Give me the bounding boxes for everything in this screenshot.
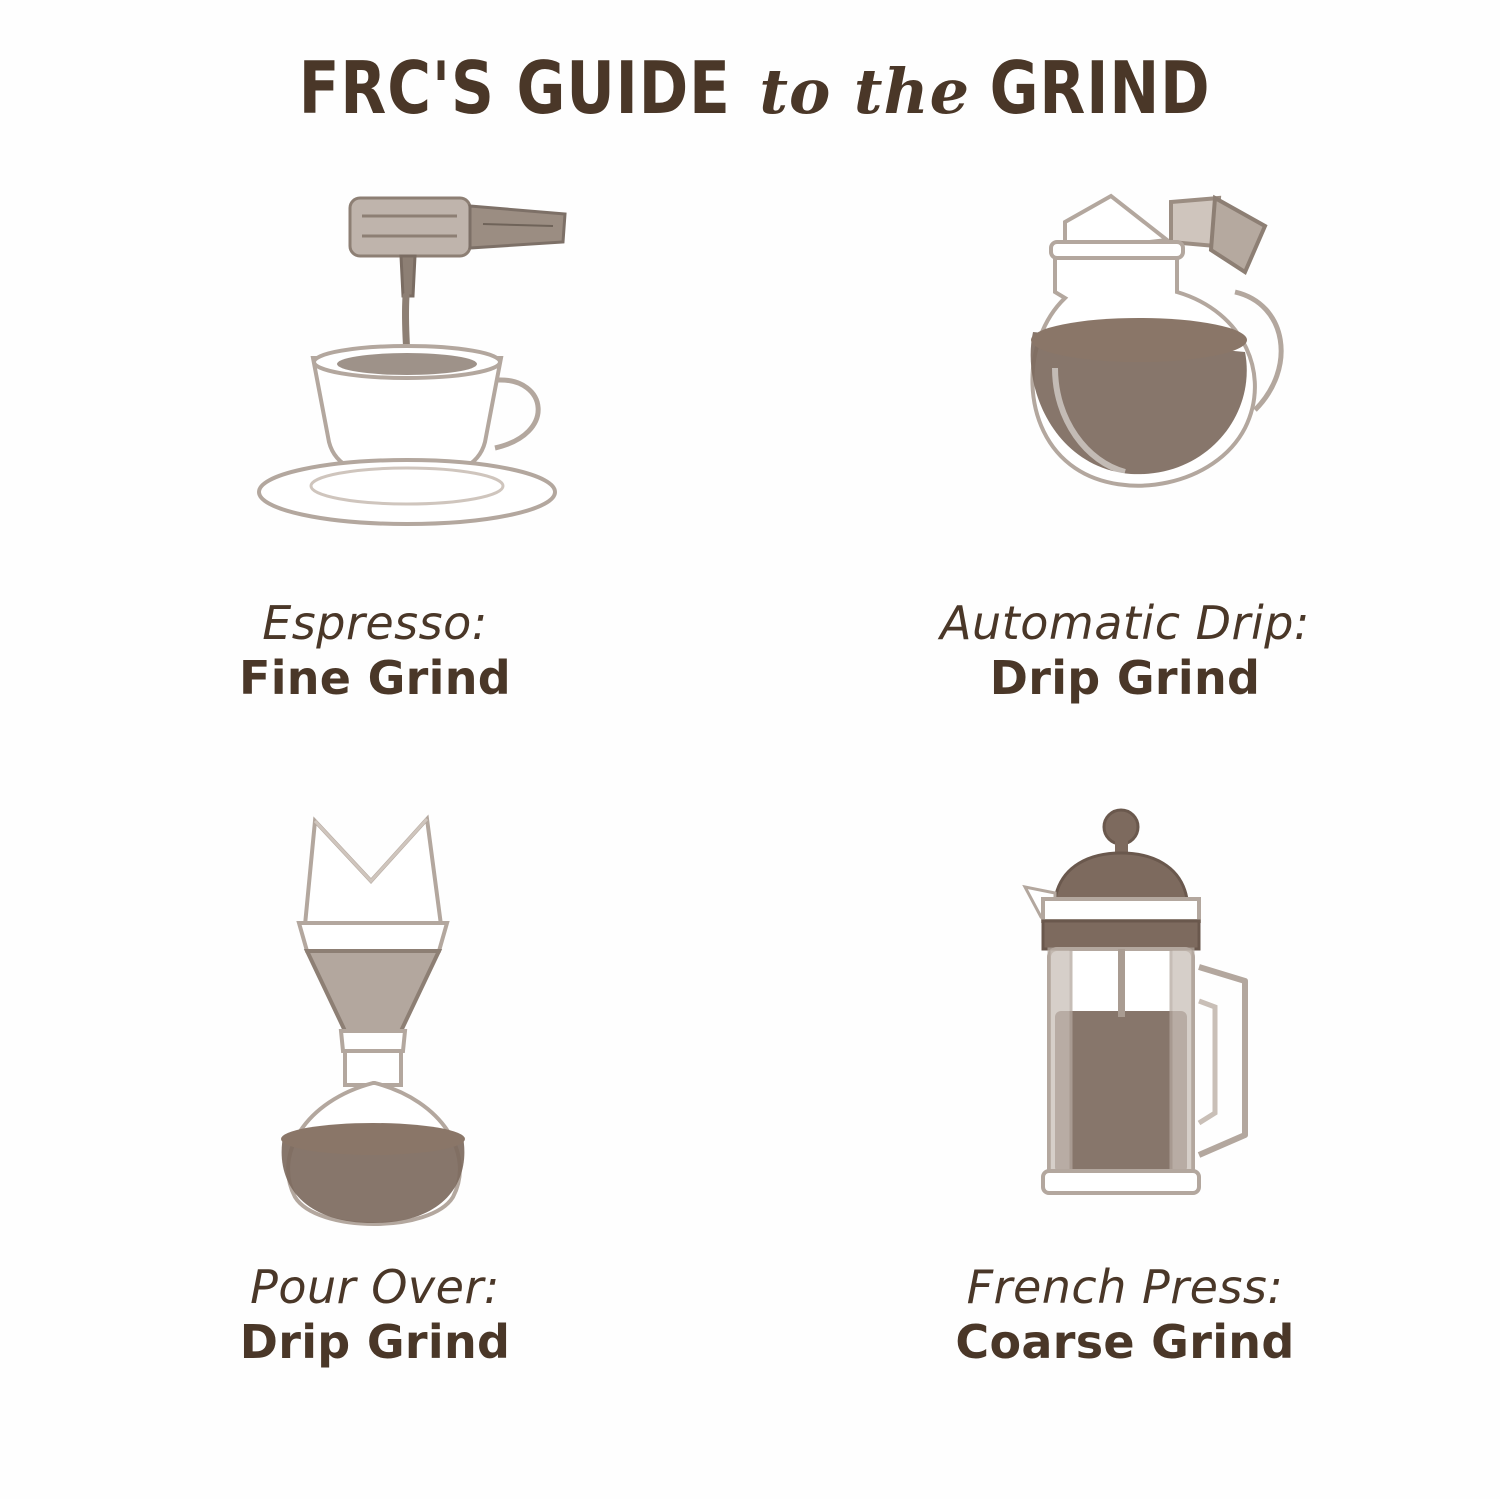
grind-label: Coarse Grind [955, 1315, 1295, 1370]
methods-grid [0, 170, 1500, 1470]
grind-label: Drip Grind [989, 651, 1261, 706]
title-part-3: GRIND [989, 46, 1211, 130]
method-label: French Press: [966, 1260, 1284, 1314]
method-label: Automatic Drip: [940, 596, 1310, 650]
method-label: Espresso: [262, 596, 488, 650]
title-part-1: FRC'S GUIDE [298, 46, 731, 130]
page-title [0, 0, 1500, 130]
title-part-2: to the [759, 55, 971, 128]
method-card-automatic-drip [750, 170, 1500, 820]
grind-label: Drip Grind [239, 1315, 511, 1370]
caption-espresso [239, 596, 511, 708]
method-card-french-press [750, 820, 1500, 1470]
method-card-espresso [0, 170, 750, 820]
espresso-cup-portafilter-icon [0, 170, 750, 570]
caption-pour-over [240, 1260, 510, 1372]
pour-over-chemex-icon [0, 820, 750, 1220]
caption-french-press [955, 1260, 1294, 1372]
method-label: Pour Over: [250, 1260, 500, 1314]
grind-label: Fine Grind [238, 651, 512, 706]
french-press-icon [750, 820, 1500, 1220]
drip-carafe-icon [750, 170, 1500, 570]
caption-automatic-drip [940, 596, 1310, 708]
method-card-pour-over [0, 820, 750, 1470]
